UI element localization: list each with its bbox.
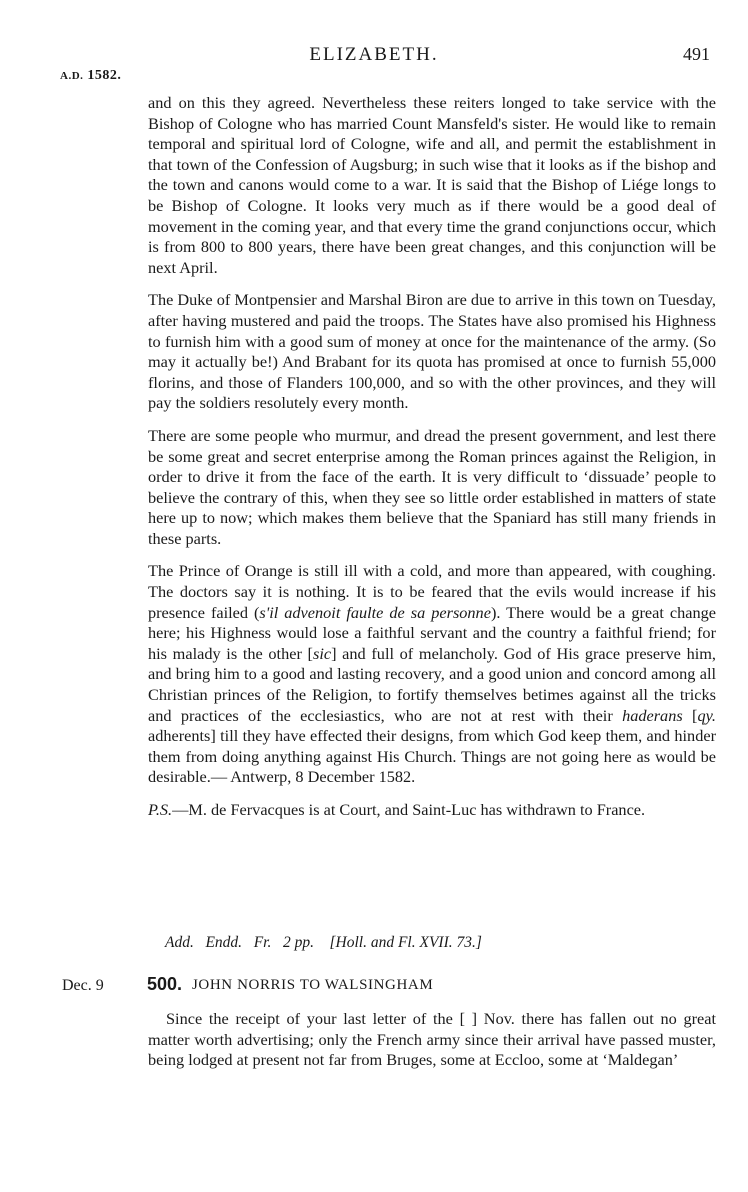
- archival-reference: [165, 934, 482, 952]
- ref-pages: 2 pp.: [282, 934, 314, 951]
- paragraph-3: There are some people who murmur, and dread the present government, and lest there be some great and secret enterprise among the Roman princes against the Religion, in order to drive it from the face of the earth. It is very difficult to ‘dissuade’ people to believe the contrary of this, when they see so little order established in matters of state here up to now; which makes them believe that the Spaniard has still many friends in these parts.: [148, 425, 716, 548]
- margin-year: [60, 68, 121, 84]
- italic-run: s'il advenoit faulte de sa personne: [259, 602, 491, 622]
- text-run: [: [682, 705, 698, 725]
- entry-number: 500.: [147, 974, 183, 994]
- italic-run: sic: [312, 643, 332, 663]
- year-value: 1582.: [87, 68, 122, 83]
- paragraph-1: and on this they agreed. Nevertheless these reiters longed to take service with the Bishop of Cologne who has married Count Mansfeld's sister. He would like to remain temporal and spiritual lord of Cologne, wife and all, and permit the establishment in that town of the Confession of Augsburg; in such wise that it looks as if the bishop and the town and canons would come to a war. It is said that the Bishop of Liége longs to be Bishop of Cologne. It looks very much as if there would be a good deal of movement in the coming year, and that every time the grand conjunctions occur, which is from 800 to 800 years, there have been great changes, and this conjunction will be next April.: [148, 93, 716, 277]
- text-run: ] and full of melancholy. God of His grace preserve him, and bring him to a good and lasting recovery, and a good union and concord among all Christian princes of the Religion, to fortify themselves betimes against all the tricks and practices of the ecclesiastics, who are not at rest with their: [148, 643, 716, 725]
- text-run: adherents] till they have effected their designs, from which God keep them, and hinder them from doing anything against His Church. Things are not going here as would be desirable.— Antwerp, 8 December 1582.: [148, 726, 716, 787]
- entry-paragraph: Since the receipt of your last letter of the [ ] Nov. there has fallen out no great matter worth advertising; only the French army since their arrival have passed muster, being lodged at present not far from Bruges, some at Eccloo, some at ‘Maldegan’: [148, 1009, 716, 1070]
- entry-date: Dec. 9: [62, 977, 104, 994]
- ref-fr: Fr.: [253, 934, 272, 951]
- ref-source: [Holl. and Fl. XVII. 73.]: [329, 934, 482, 951]
- letter-body: [148, 93, 716, 833]
- year-prefix: A.D.: [60, 70, 84, 82]
- postscript: [148, 800, 716, 821]
- italic-run: haderans: [622, 705, 683, 725]
- page-title: ELIZABETH.: [309, 44, 439, 65]
- postscript-text: —M. de Fervacques is at Court, and Saint-Luc has withdrawn to France.: [172, 800, 646, 819]
- ref-endd: Endd.: [205, 934, 243, 951]
- page-number: 491: [683, 44, 710, 64]
- text-run: ). There would be a great change here; his Highness would lose a faithful servant and the country a faithful friend; for his malady is the other [: [148, 602, 716, 663]
- entry-title: JOHN NORRIS TO WALSINGHAM: [192, 977, 434, 993]
- ref-add: Add.: [165, 934, 194, 951]
- paragraph-4: [148, 561, 716, 788]
- italic-run: qy.: [697, 705, 716, 725]
- text-run: The Prince of Orange is still ill with a cold, and more than appeared, with coughing. The doctors say it is nothing. It is to be feared that the evils would increase if his presence failed (: [148, 561, 716, 622]
- entry-body: [148, 1009, 716, 1083]
- postscript-label: P.S.: [148, 800, 173, 819]
- paragraph-2: The Duke of Montpensier and Marshal Biron are due to arrive in this town on Tuesday, after having mustered and paid the troops. The States have also promised his Highness to furnish him with a good sum of money at once for the maintenance of the army. (So may it actually be!) And Brabant for its quota has promised at once to furnish 55,000 florins, and those of Flanders 100,000, and so with the other provinces, and they will pay the soldiers resolutely every month.: [148, 290, 716, 413]
